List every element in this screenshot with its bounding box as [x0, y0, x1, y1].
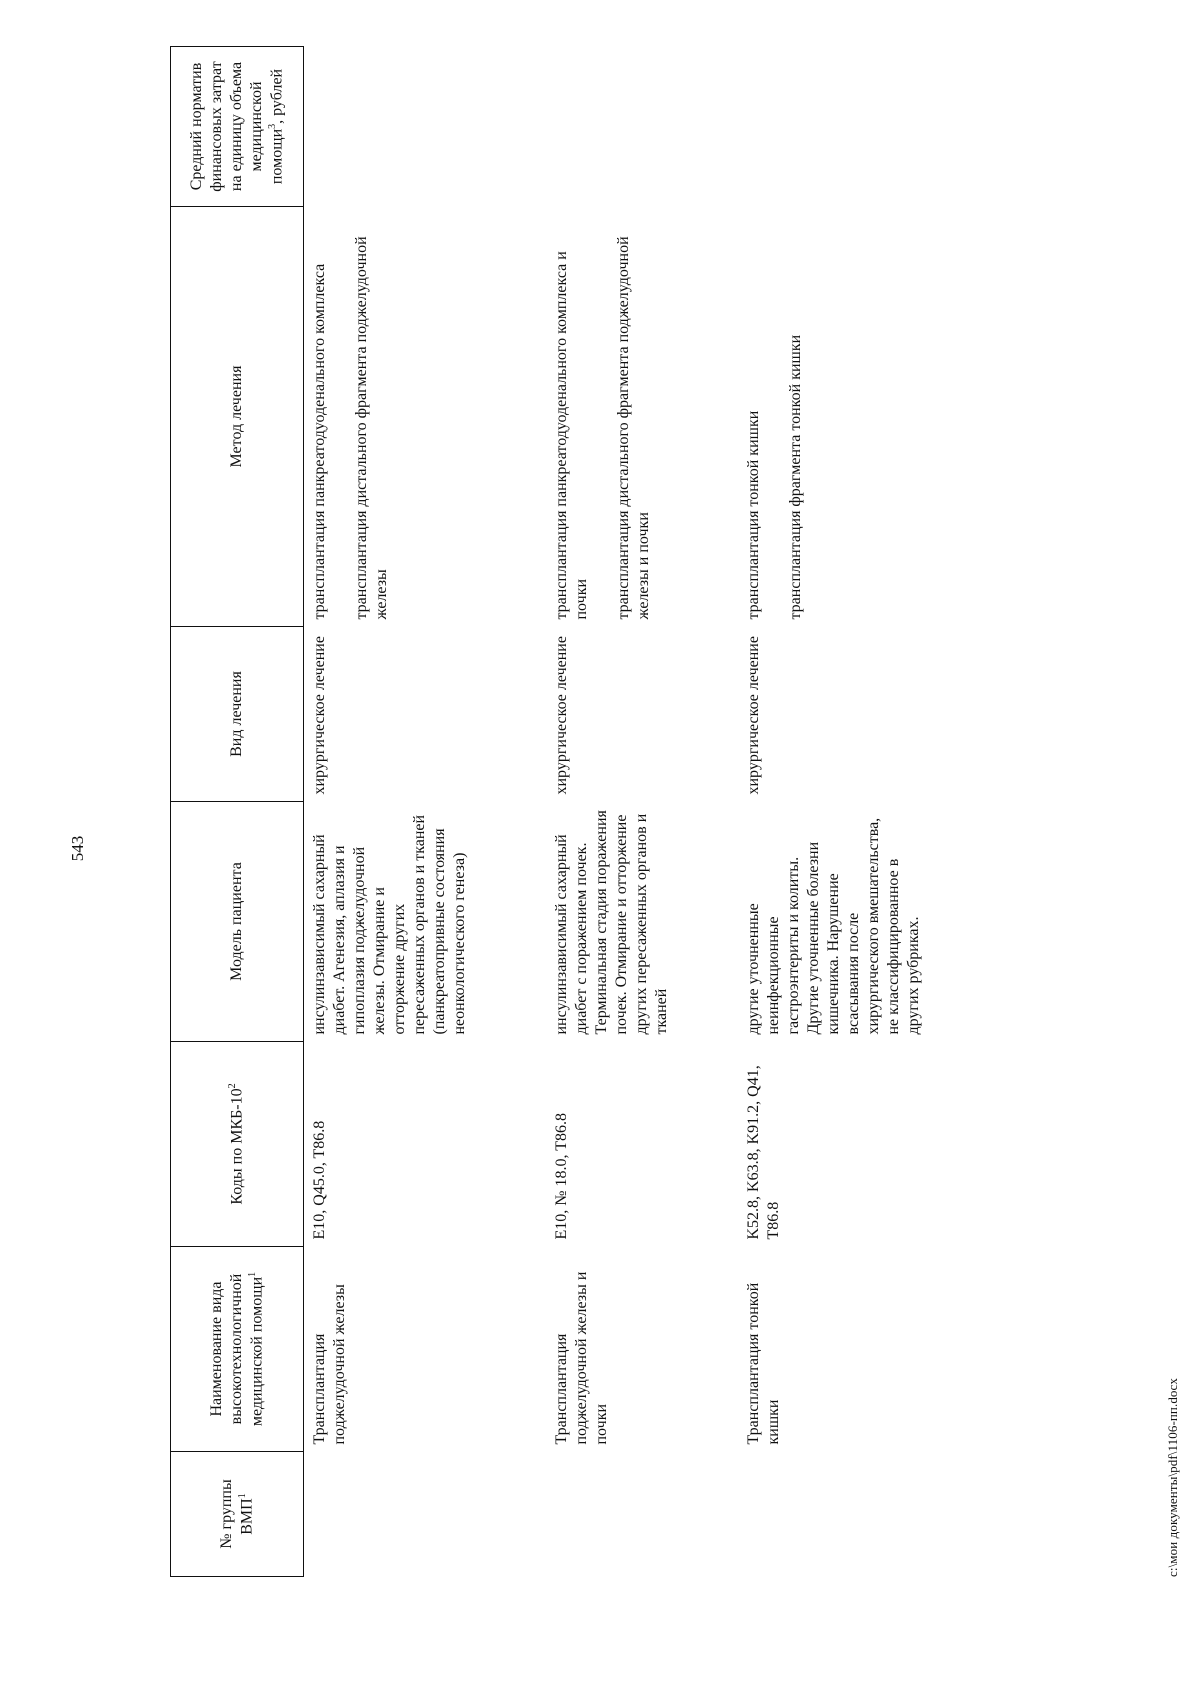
cell-icd-codes: K52.8, K63.8, K91.2, Q41, T86.8: [745, 1065, 782, 1240]
table-row: [546, 47, 738, 1577]
cell-patient-model: инсулинзависимый сахарный диабет с поражением почек. Терминальная стадия поражения почек. Отмирание и отторжение других пересаженных органов и тканей: [553, 810, 670, 1035]
table-header-row: [171, 47, 304, 1577]
header-cost-norm: Средний норматив финансовых затрат на единицу объема медицинской помощи$^3$, рублей: [171, 47, 304, 207]
header-icd-codes: Коды по МКБ-$10^2$: [171, 1042, 304, 1247]
header-treatment-type: Вид лечения: [171, 627, 304, 802]
method-item: трансплантация дистального фрагмента поджелудочной железы: [353, 236, 390, 620]
method-item: трансплантация тонкой кишки: [745, 410, 762, 620]
cell-icd-codes: E10, № 18.0, T86.8: [553, 1112, 570, 1240]
cell-treatment-type: хирургическое лечение: [745, 636, 762, 795]
cell-treatment-method: [546, 207, 738, 627]
method-item: трансплантация панкреатодуоденального комплекса: [311, 263, 328, 620]
cell-care-name: Трансплантация поджелудочной железы: [311, 1284, 348, 1445]
table-row: [738, 47, 970, 1577]
cell-cost-norm: [546, 47, 738, 207]
table-wrap: [170, 47, 1190, 1577]
header-treatment-method: Метод лечения: [171, 207, 304, 627]
cell-cost-norm: [304, 47, 547, 207]
cell-care-name: Трансплантация поджелудочной железы и почки: [553, 1271, 610, 1445]
header-group-number: № группы ВМП$^1$: [171, 1452, 304, 1577]
header-care-name: Наименование вида высокотехнологичной медицинской помощи$^1$: [171, 1247, 304, 1452]
cell-group-number: [304, 1452, 547, 1577]
cell-care-name: Трансплантация тонкой кишки: [745, 1282, 782, 1445]
cell-treatment-type: хирургическое лечение: [311, 636, 328, 795]
cell-cost-norm: [738, 47, 970, 207]
cell-treatment-method: [304, 207, 547, 627]
cell-treatment-type: хирургическое лечение: [553, 636, 570, 795]
footer-file-path: c:\мои документы\pdf\1106-пп.docx: [1165, 1377, 1180, 1577]
cell-patient-model: инсулинзависимый сахарный диабет. Агенезия, аплазия и гипоплазия поджелудочной железы. Отмирание и отторжение других пересаженных органов и тканей (панкреатопривные состояния неонкологического генеза): [311, 814, 468, 1035]
cell-group-number: [738, 1452, 970, 1577]
header-patient-model: Модель пациента: [171, 802, 304, 1042]
table-row: [304, 47, 547, 1577]
cell-treatment-method: [738, 207, 970, 627]
treatment-table: [170, 46, 970, 1577]
page-number: 543: [68, 835, 87, 862]
method-item: трансплантация дистального фрагмента поджелудочной железы и почки: [615, 236, 652, 620]
method-item: трансплантация фрагмента тонкой кишки: [787, 334, 804, 620]
cell-patient-model: другие уточненные неинфекционные гастроэнтериты и колиты. Другие уточненные болезни кишечника. Нарушение всасывания после хирургического вмешательства, не классифицированное в других рубриках.: [745, 817, 922, 1035]
method-item: трансплантация панкреатодуоденального комплекса и почки: [553, 251, 590, 620]
cell-icd-codes: E10, Q45.0, T86.8: [311, 1120, 328, 1240]
cell-group-number: [546, 1452, 738, 1577]
